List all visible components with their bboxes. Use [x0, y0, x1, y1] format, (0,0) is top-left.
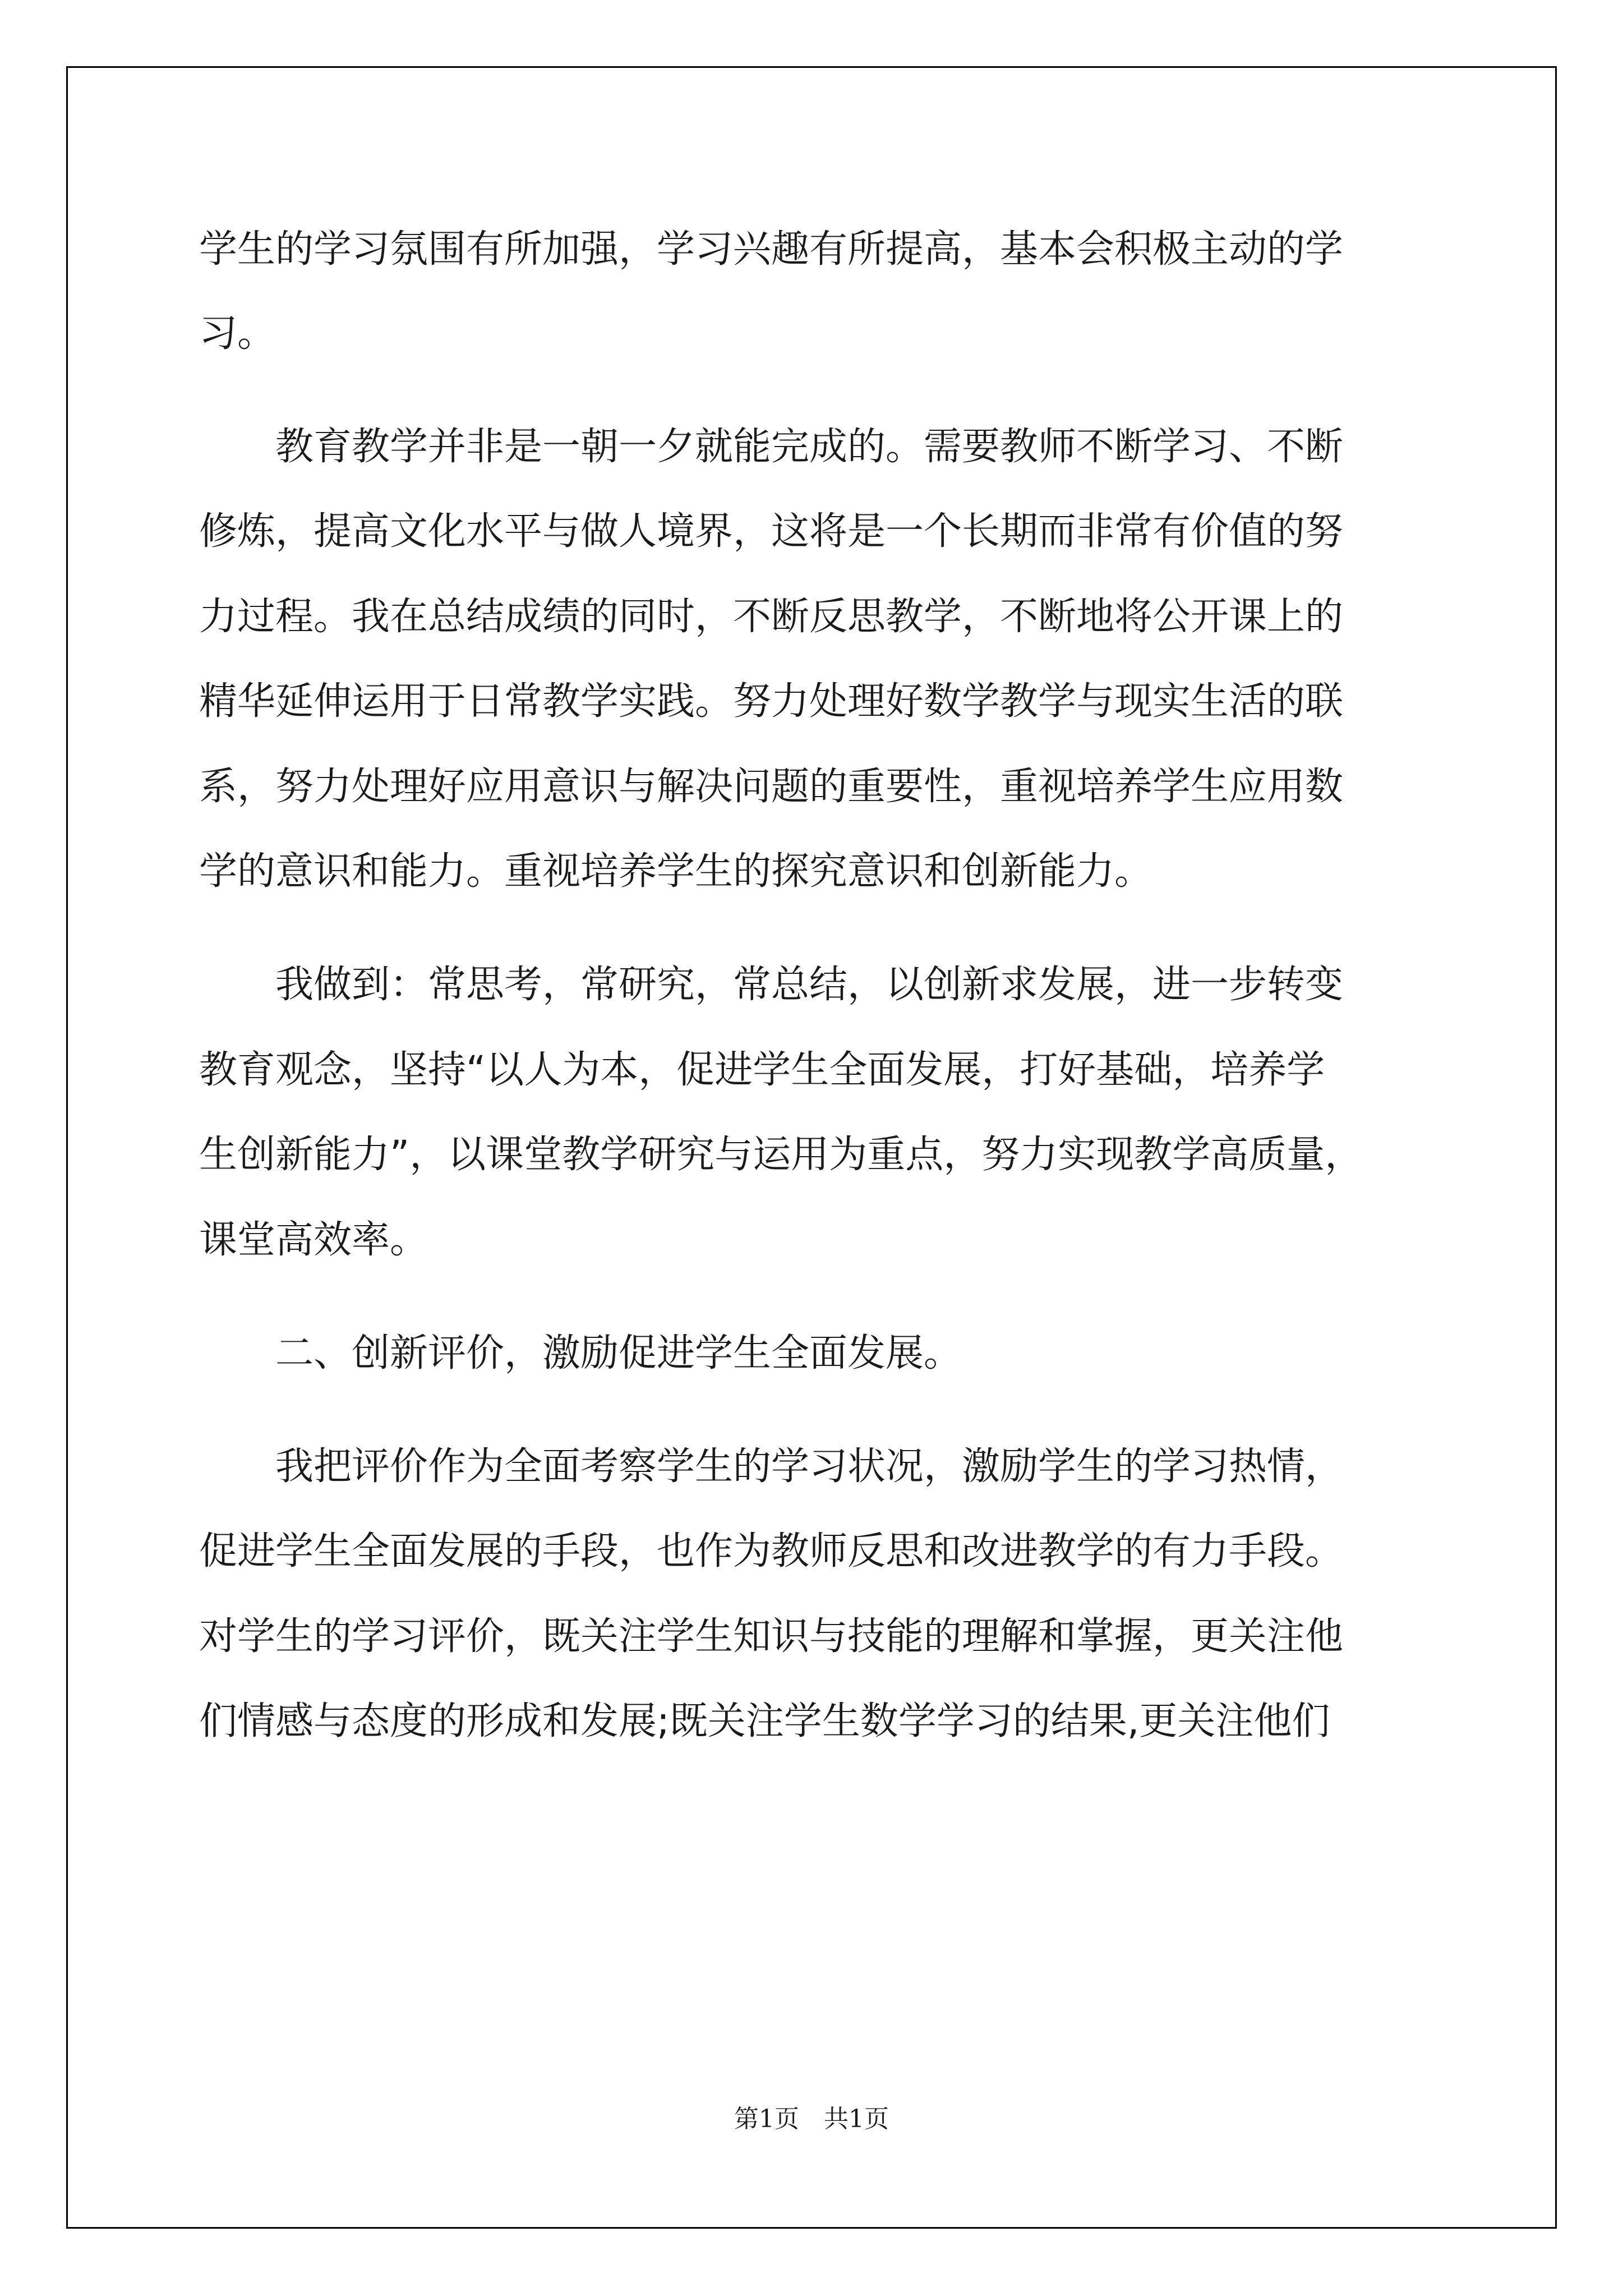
text-line: 学生的学习氛围有所加强，学习兴趣有所提高，基本会积极主动的学 [199, 227, 1344, 272]
text-line: 学的意识和能力。重视培养学生的探究意识和创新能力。 [199, 849, 1153, 894]
text-line: 教育教学并非是一朝一夕就能完成的。需要教师不断学习、不断 [199, 425, 1344, 469]
text-line: 我把评价作为全面考察学生的学习状况，激励学生的学习热情， [199, 1444, 1344, 1489]
page-footer: 第1页 共1页 [734, 2105, 889, 2133]
text-line: 教育观念，坚持“以人为本，促进学生全面发展，打好基础，培养学 [199, 1048, 1325, 1092]
text-line: 我做到：常思考，常研究，常总结，以创新求发展，进一步转变 [199, 963, 1344, 1007]
text-line: 力过程。我在总结成绩的同时，不断反思教学，不断地将公开课上的 [199, 595, 1344, 639]
text-line: 生创新能力”，以课堂教学研究与运用为重点，努力实现教学高质量， [199, 1133, 1363, 1177]
text-line: 促进学生全面发展的手段，也作为教师反思和改进教学的有力手段。 [199, 1529, 1344, 1573]
text-line: 习。 [199, 311, 276, 356]
text-line: 修炼，提高文化水平与做人境界，这将是一个长期而非常有价值的努 [199, 509, 1344, 554]
text-line: 对学生的学习评价，既关注学生知识与技能的理解和掌握，更关注他 [199, 1614, 1344, 1659]
text-line: 二、创新评价，激励促进学生全面发展。 [199, 1331, 962, 1375]
text-line: 课堂高效率。 [199, 1218, 428, 1262]
text-line: 们情感与态度的形成和发展;既关注学生数学学习的结果,更关注他们 [199, 1699, 1330, 1743]
text-line: 精华延伸运用于日常教学实践。努力处理好数学教学与现实生活的联 [199, 679, 1344, 724]
text-line: 系，努力处理好应用意识与解决问题的重要性，重视培养学生应用数 [199, 765, 1344, 809]
